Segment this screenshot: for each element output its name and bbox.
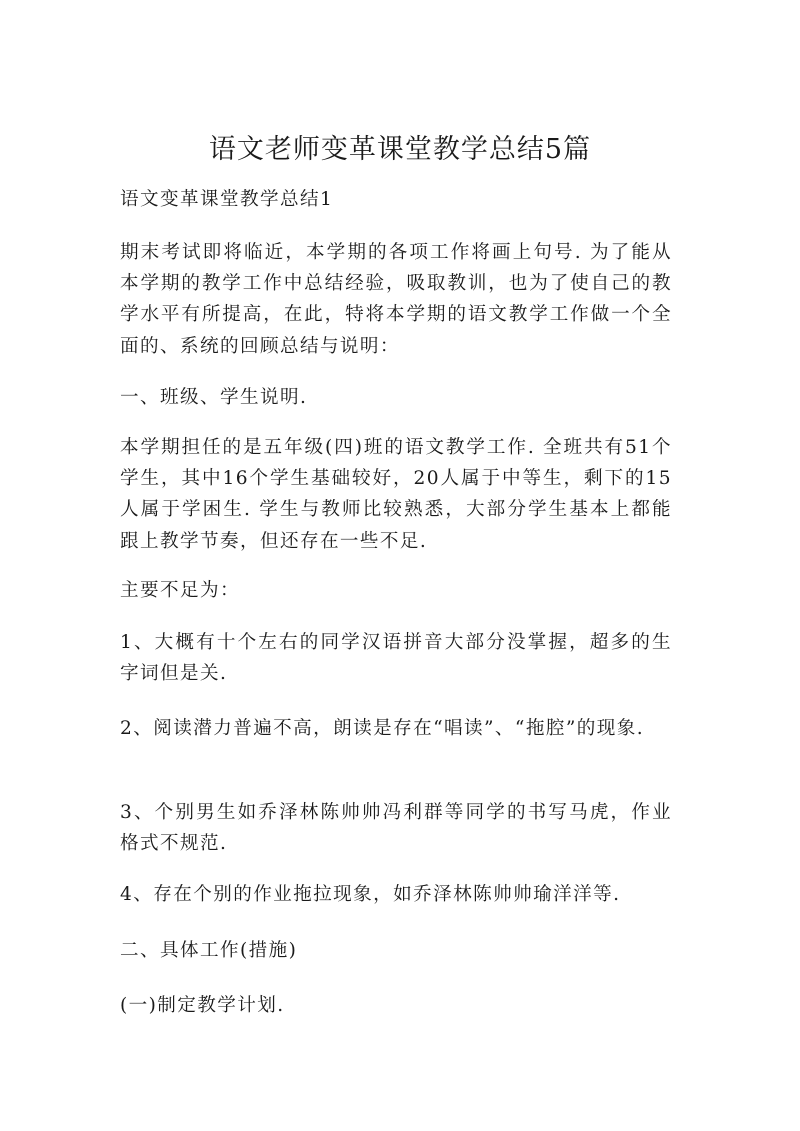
intro-paragraph: 期末考试即将临近，本学期的各项工作将画上句号. 为了能从本学期的教学工作中总结经验，吸取教训，也为了使自己的教学水平有所提高，在此，特将本学期的语文教学工作做一个全面的、系统的回顾总结与说明： (120, 242, 672, 357)
section-heading-class-students: 一、班级、学生说明. (120, 387, 308, 408)
shortcomings-heading: 主要不足为： (120, 580, 240, 601)
document-title: 语文老师变革课堂教学总结5篇 (208, 134, 592, 166)
shortcoming-item-4: 4、存在个别的作业拖拉现象，如乔泽林陈帅帅瑜洋洋等. (120, 884, 621, 905)
section-heading-summary-1: 语文变革课堂教学总结1 (120, 189, 334, 210)
shortcoming-item-3: 3、个别男生如乔泽林陈帅帅冯利群等同学的书写马虎，作业格式不规范. (120, 802, 672, 855)
subsection-heading-teaching-plan: (一)制定教学计划. (120, 995, 285, 1016)
class-description-paragraph: 本学期担任的是五年级(四)班的语文教学工作. 全班共有51个学生，其中16个学生基础较好，20人属于中等生，剩下的15人属于学困生. 学生与教师比较熟悉，大部分学生基本上都能跟上教学节奏，但还存在一些不足. (120, 437, 672, 552)
shortcoming-item-1: 1、大概有十个左右的同学汉语拼音大部分没掌握，超多的生字词但是关. (120, 632, 672, 685)
section-heading-measures: 二、具体工作(措施) (120, 940, 298, 961)
shortcoming-item-2: 2、阅读潜力普遍不高，朗读是存在“唱读”、“拖腔”的现象. (120, 718, 645, 739)
